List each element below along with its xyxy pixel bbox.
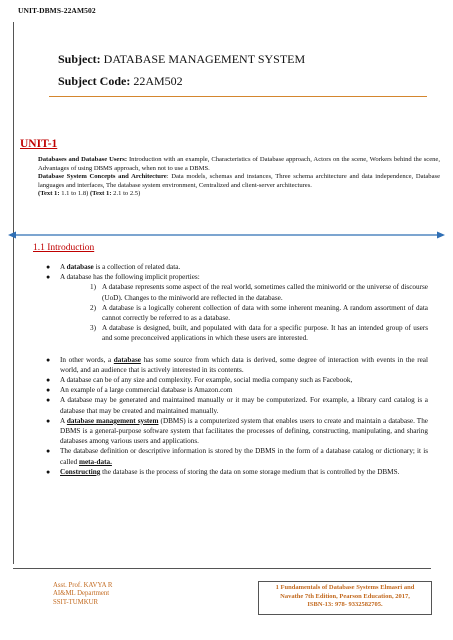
item-number: 3) (90, 324, 96, 333)
bullet-icon: ● (46, 386, 51, 395)
list-item (46, 272, 428, 343)
list-item (46, 262, 428, 272)
syllabus-paragraph (38, 173, 440, 190)
bullet-icon: ● (46, 355, 51, 364)
term-constructing: Constructing (60, 467, 101, 476)
author-institution: SSIT-TUMKUR (53, 598, 99, 606)
subject-code-value: 22AM502 (133, 74, 183, 88)
subject-line (58, 52, 305, 67)
list-item (46, 446, 428, 466)
text: In other words, a (60, 355, 114, 364)
term-database-underlined: database (113, 355, 141, 364)
bullet-icon: ● (46, 396, 51, 405)
syllabus-text-2: : Data models, schemas and instances, Three schema architecture and data independence, Database languages and interfaces, The database system environment, Centralized and client-server architectures. (38, 173, 440, 189)
unit-title: UNIT-1 (20, 138, 58, 150)
item-text: A database represents some aspect of the real world, sometimes called the miniworld or the universe of discourse (UoD). Changes to the miniworld are reflected in the database. (102, 283, 428, 302)
text: (DBMS) is a computerized system that enables users to create and maintain a database. The DBMS is a general-purpose software system that facilitates the processes of defining, constructing, manipulating, and sharing databases among various users and applications. (60, 416, 428, 446)
author-department: AI&ML Department (53, 590, 110, 598)
subject-label: Subject: (58, 52, 101, 66)
header-unit-code: UNIT-DBMS-22AM502 (18, 6, 96, 15)
text-ref-label-2: (Text 1: (89, 190, 112, 198)
list-item (46, 467, 428, 477)
item-text: A database is designed, built, and populated with data for a specific purpose. It has an intended group of users and some preconceived applications in which these users are interested. (102, 324, 428, 343)
text: A database can be of any size and complexity. For example, social media company such as Facebook, (60, 376, 353, 385)
syllabus-paragraph (38, 190, 440, 199)
bullet-icon: ● (46, 447, 51, 456)
footer-author (53, 582, 112, 607)
text: A (60, 263, 67, 271)
text: A database may be generated and maintained manually or it may be computerized. For example, a library card catalog is a database that may be created and maintained manually. (60, 396, 428, 415)
syllabus-text-1: Introduction with an example, Characteristics of Database approach, Actors on the scene, Workers behind the scene, Advantages of using DBMS approach, when not to use a DBMS. (38, 156, 440, 172)
list-item (46, 375, 428, 385)
left-margin-line (13, 22, 14, 564)
double-arrow-divider (8, 230, 445, 240)
text: An example of a large commercial database is Amazon.com (60, 386, 233, 395)
bullet-icon: ● (46, 263, 51, 271)
term-dbms: database management system (66, 416, 159, 425)
list-item (46, 395, 428, 415)
list-item (46, 385, 428, 395)
section-title: 1.1 Introduction (33, 243, 95, 253)
text: A database has the following implicit properties: (60, 273, 200, 282)
reference-box (258, 581, 432, 615)
syllabus-heading-1: Databases and Database Users: (38, 156, 128, 163)
bullet-icon: ● (46, 416, 51, 425)
bullet-icon: ● (46, 376, 51, 385)
syllabus-block (38, 156, 440, 199)
list-item (46, 416, 428, 447)
subject-value: DATABASE MANAGEMENT SYSTEM (103, 52, 306, 66)
text-ref-range-2: 2.1 to 2.5) (111, 190, 141, 198)
text-ref-label-1: (Text 1: (38, 190, 60, 198)
text: has some source from which data is derived, some degree of interaction with events in the real world, and an audience that is actively interested in its contents. (60, 355, 428, 374)
text-ref-range-1: 1.1 to 1.8) (59, 190, 90, 198)
item-number: 2) (90, 303, 96, 312)
bullet-icon: ● (46, 273, 51, 282)
content-body (46, 262, 428, 477)
bullet-icon: ● (46, 467, 51, 476)
item-text: A database is a logically coherent collection of data with some inherent meaning. A random assortment of data cannot correctly be referred to as a database. (102, 303, 428, 323)
syllabus-heading-2: Database System Concepts and Architecture (38, 173, 167, 181)
text: is a collection of related data. (93, 263, 181, 271)
numbered-item (60, 282, 428, 302)
subject-code-label: Subject Code: (58, 74, 131, 88)
reference-line: Navathe 7th Edition, Pearson Education, 2017, (280, 592, 410, 600)
subject-code-line (58, 74, 183, 89)
text: the database is the process of storing the data on some storage medium that is controlled by the DBMS. (100, 467, 400, 476)
orange-divider (49, 96, 427, 97)
text: The database definition or descriptive information is stored by the DBMS in the form of a database catalog or dictionary; it is called (60, 447, 428, 466)
syllabus-paragraph (38, 156, 440, 173)
list-item (46, 355, 428, 375)
term-database: database (66, 263, 94, 271)
numbered-item (60, 303, 428, 323)
spacer (46, 344, 428, 355)
term-meta-data: meta-data. (78, 457, 112, 466)
reference-line: 1 Fundamentals of Database Systems Elmasri and (275, 584, 415, 591)
author-name: Asst. Prof. KAVYA R (53, 582, 113, 589)
item-number: 1) (90, 283, 96, 292)
footer-divider (13, 568, 431, 569)
numbered-item (60, 323, 428, 343)
text: A (60, 416, 67, 425)
reference-line: ISBN-13: 978- 9332582705. (307, 601, 383, 609)
